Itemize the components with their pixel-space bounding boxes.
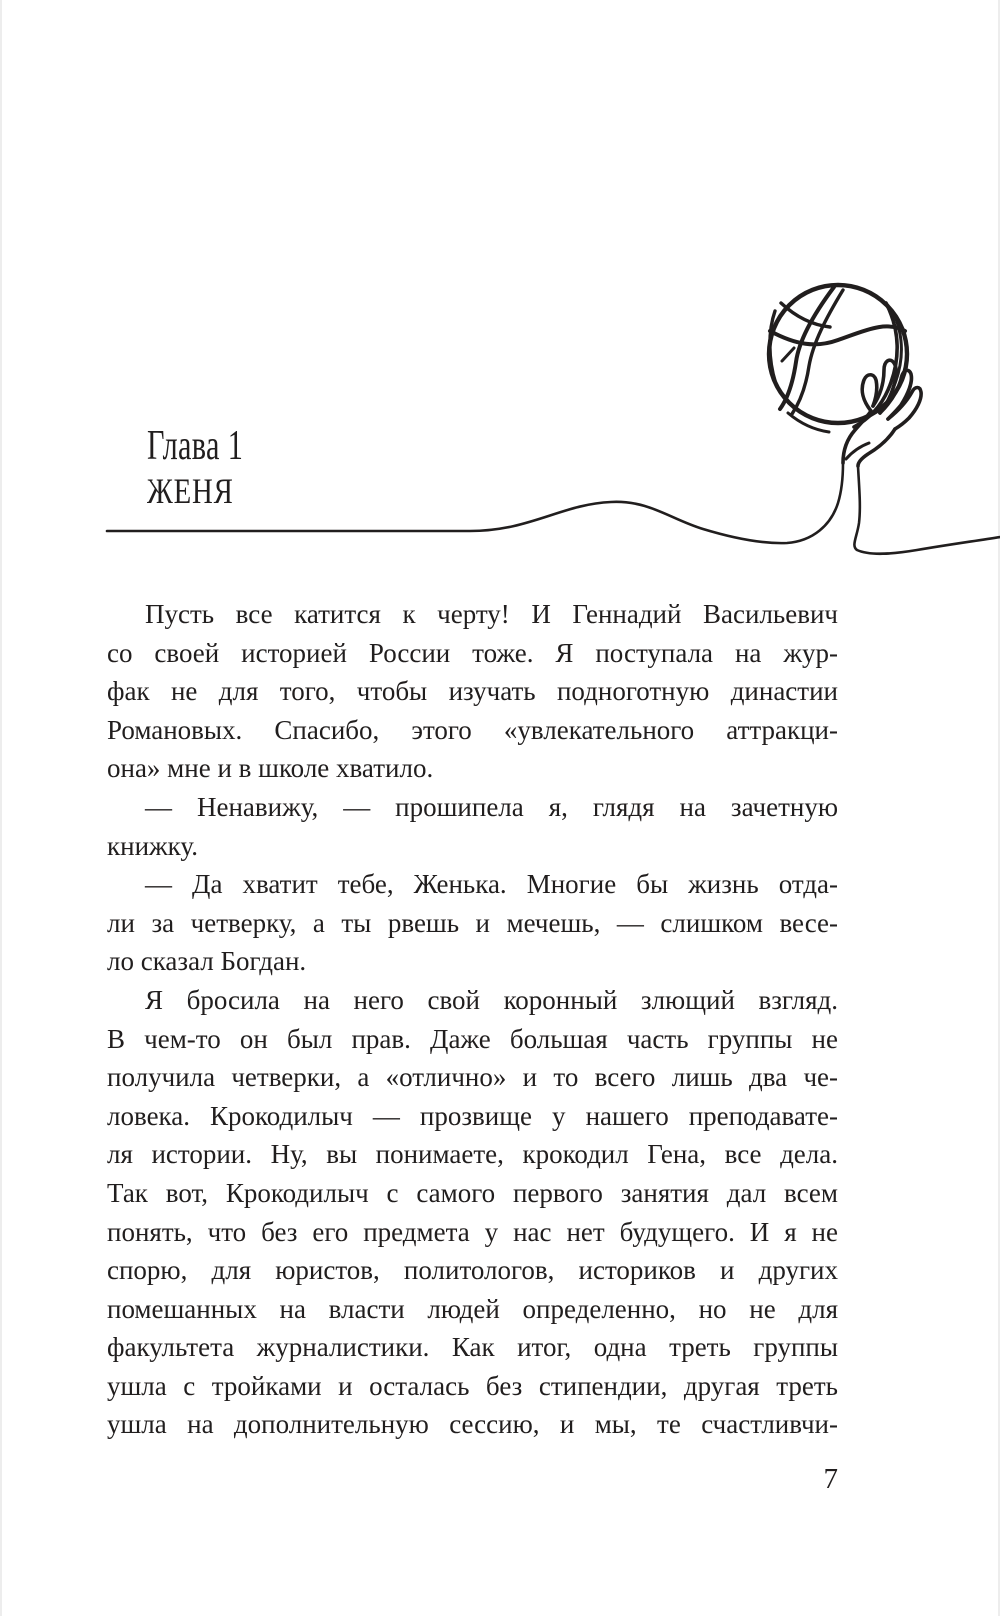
chapter-number: Глава 1 <box>147 423 244 469</box>
text-line: спорю, для юристов, политологов, историков и других <box>107 1255 838 1286</box>
baseline-right-curve <box>854 466 1000 554</box>
chapter-title: ЖЕНЯ <box>147 471 234 511</box>
text-line: ушла с тройками и осталась без стипендии, другая треть <box>107 1370 838 1401</box>
text-line: Я бросила на него свой коронный злющий взгляд. <box>145 984 838 1015</box>
text-line: ло сказал Богдан. <box>107 946 307 977</box>
scan-edge-left <box>0 0 2 1616</box>
text-line: ли за четверку, а ты рвешь и мечешь, — слишком весе- <box>107 907 838 938</box>
text-line: ушла на дополнительную сессию, и мы, те счастливчи- <box>107 1409 838 1440</box>
text-line: ловека. Крокодилыч — прозвище у нашего преподавате- <box>107 1100 838 1131</box>
text-line: со своей историей России тоже. Я поступала на жур- <box>107 637 838 668</box>
text-line: Так вот, Крокодилыч с самого первого занятия дал всем <box>107 1177 838 1208</box>
page-number: 7 <box>823 1463 838 1495</box>
text-line: она» мне и в школе хватило. <box>107 753 434 784</box>
text-line: Пусть все катится к черту! И Геннадий Васильевич <box>145 599 838 629</box>
text-line: — Ненавижу, — прошипела я, глядя на зачетную <box>145 791 838 822</box>
body-text <box>107 595 838 1444</box>
text-line: помешанных на власти людей определенно, но не для <box>107 1293 838 1324</box>
text-line: понять, что без его предмета у нас нет будущего. И я не <box>107 1216 838 1247</box>
basketball-outline <box>769 285 907 423</box>
text-line: Романовых. Спасибо, этого «увлекательного аттракци- <box>107 714 838 745</box>
text-line: книжку. <box>107 830 198 861</box>
text-line: — Да хватит тебе, Женька. Многие бы жизнь отда- <box>145 869 838 900</box>
text-line: В чем-то он был прав. Даже большая часть группы не <box>107 1023 838 1054</box>
text-line: получила четверки, а «отлично» и то всего лишь два че- <box>107 1062 838 1093</box>
text-line: фак не для того, чтобы изучать подноготную династии <box>107 676 838 707</box>
text-line: факультета журналистики. Как итог, одна треть группы <box>107 1332 838 1363</box>
text-line: ля истории. Ну, вы понимаете, крокодил Гена, все дела. <box>107 1139 838 1170</box>
